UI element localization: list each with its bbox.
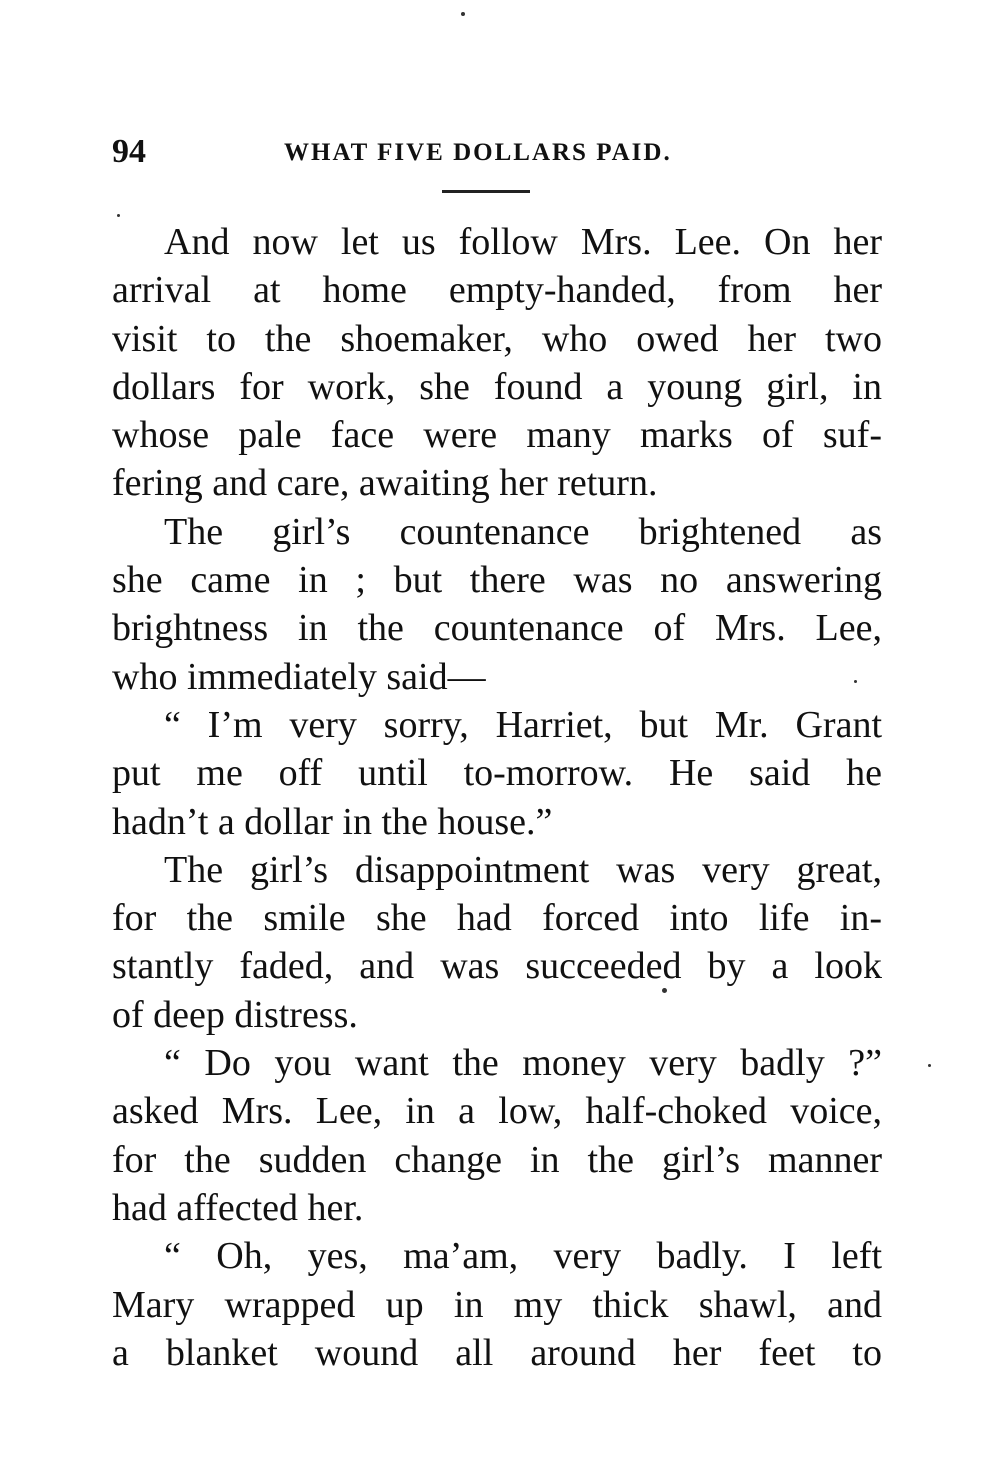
scan-speck	[117, 214, 120, 217]
text-line: The girl’s disappointment was very great,	[164, 848, 882, 891]
page-number: 94	[112, 133, 146, 170]
text-line: for the sudden change in the girl’s manner	[112, 1138, 882, 1181]
text-line: for the smile she had forced into life in-	[112, 897, 882, 940]
text-line: who immediately said—	[112, 655, 486, 698]
body-text	[112, 218, 882, 1377]
text-line: Mary wrapped up in my thick shawl, and	[112, 1283, 882, 1326]
scan-speck	[662, 988, 667, 993]
text-line: arrival at home empty-handed, from her	[112, 269, 882, 312]
text-line: dollars for work, she found a young girl, in	[112, 365, 882, 408]
text-line: visit to the shoemaker, who owed her two	[112, 317, 882, 360]
text-line: she came in ; but there was no answering	[112, 559, 882, 602]
text-line: “ I’m very sorry, Harriet, but Mr. Grant	[164, 703, 882, 746]
text-line: The girl’s countenance brightened as	[164, 510, 882, 553]
text-line: hadn’t a dollar in the house.”	[112, 800, 553, 843]
text-line: put me off until to-morrow. He said he	[112, 752, 882, 795]
scan-speck	[854, 680, 857, 683]
text-line: whose pale face were many marks of suf-	[112, 414, 882, 457]
text-line: “ Oh, yes, ma’am, very badly. I left	[164, 1235, 882, 1278]
page-header	[112, 132, 882, 172]
running-title: WHAT FIVE DOLLARS PAID.	[284, 139, 672, 166]
scan-speck	[928, 1064, 931, 1067]
text-line: of deep distress.	[112, 993, 358, 1036]
text-line: “ Do you want the money very badly ?”	[164, 1042, 882, 1085]
text-line: fering and care, awaiting her return.	[112, 462, 658, 505]
text-line: stantly faded, and was succeeded by a look	[112, 945, 882, 988]
header-rule	[442, 190, 530, 193]
text-line: a blanket wound all around her feet to	[112, 1331, 882, 1374]
text-line: And now let us follow Mrs. Lee. On her	[164, 221, 882, 263]
text-line: brightness in the countenance of Mrs. Lee,	[112, 607, 882, 650]
text-line: had affected her.	[112, 1186, 364, 1229]
scan-speck	[461, 12, 465, 16]
text-line: asked Mrs. Lee, in a low, half-choked voice,	[112, 1090, 882, 1133]
